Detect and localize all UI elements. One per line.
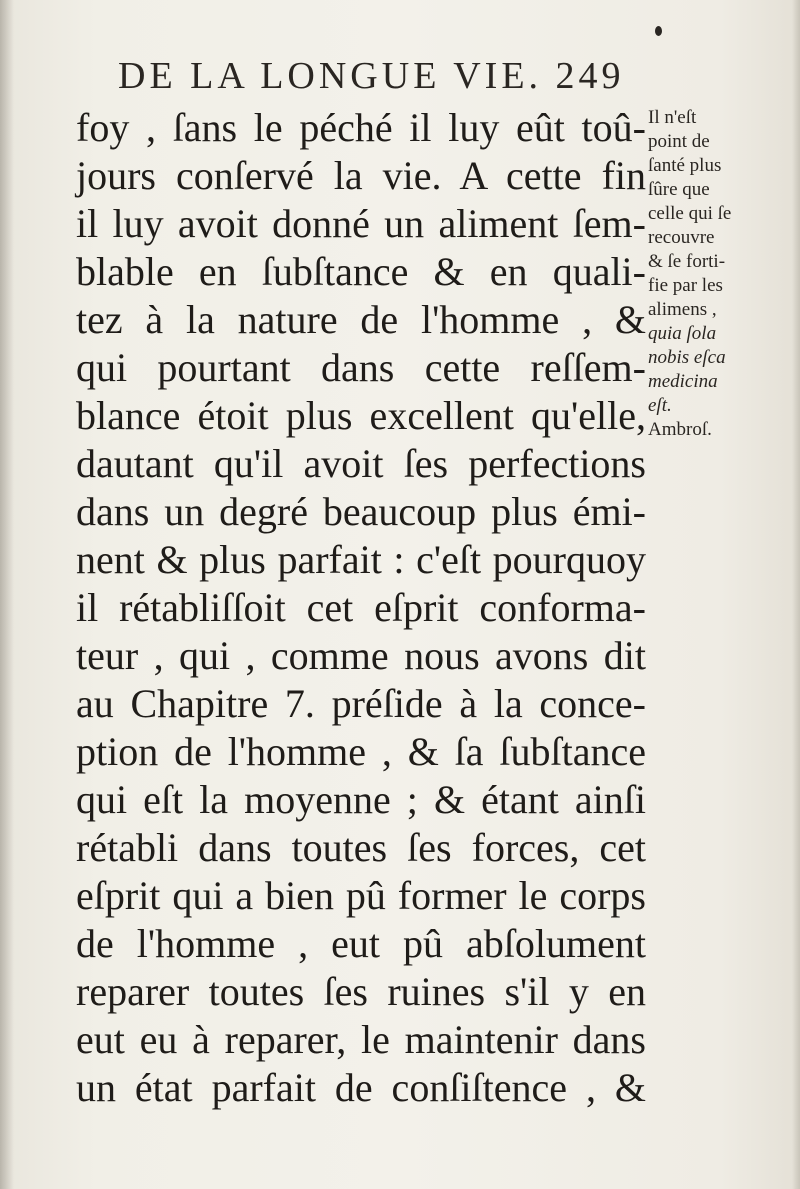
margin-line-latin: quia ſola	[648, 323, 717, 344]
text-line: reparer toutes ſes ruines s'il y en	[76, 969, 646, 1014]
margin-line: & ſe forti-	[648, 251, 726, 272]
text-line: blable en ſubſtance & en quali-	[76, 249, 646, 294]
text-line: foy , ſans le péché il luy eût toû-	[76, 105, 646, 150]
margin-line: ſanté plus	[648, 155, 722, 176]
text-line: dans un degré beaucoup plus émi-	[76, 489, 646, 534]
gutter-shadow	[0, 0, 14, 1189]
text-line: eut eu à reparer, le maintenir dans	[76, 1017, 646, 1062]
text-line: il rétabliſſoit cet eſprit conforma-	[76, 585, 646, 630]
text-line: rétabli dans toutes ſes forces, cet	[76, 825, 646, 870]
text-line: de l'homme , eut pû abſolument	[76, 921, 646, 966]
text-line: il luy avoit donné un aliment ſem-	[76, 201, 646, 246]
text-line: eſprit qui a bien pû former le corps	[76, 873, 646, 918]
margin-line: fie par les	[648, 275, 723, 296]
text-line: ption de l'homme , & ſa ſubſtance	[76, 729, 646, 774]
margin-line: celle qui ſe	[648, 203, 732, 224]
text-line: qui eſt la moyenne ; & étant ainſi	[76, 777, 646, 822]
margin-line: recouvre	[648, 227, 715, 248]
margin-line: ſûre que	[648, 179, 710, 200]
main-text-block	[76, 104, 646, 1112]
ink-spot	[655, 26, 662, 36]
margin-note	[648, 106, 760, 442]
margin-line-latin: nobis eſca	[648, 347, 726, 368]
text-line: tez à la nature de l'homme , &	[76, 297, 646, 342]
margin-line: Il n'eſt	[648, 107, 697, 128]
margin-line: alimens ,	[648, 299, 717, 320]
text-line: jours conſervé la vie. A cette fin	[76, 153, 646, 198]
page-edge	[792, 0, 800, 1189]
text-line: au Chapitre 7. préſide à la conce-	[76, 681, 646, 726]
text-line: teur , qui , comme nous avons dit	[76, 633, 646, 678]
margin-line: point de	[648, 131, 710, 152]
margin-line-latin: eſt.	[648, 395, 672, 416]
text-line: blance étoit plus excellent qu'elle,	[76, 393, 646, 438]
margin-line-latin: medicina	[648, 371, 718, 392]
text-line: dautant qu'il avoit ſes perfections	[76, 441, 646, 486]
text-line: un état parfait de conſiſtence , &	[76, 1065, 646, 1110]
text-line: qui pourtant dans cette reſſem-	[76, 345, 646, 390]
text-line: nent & plus parfait : c'eſt pourquoy	[76, 537, 646, 582]
running-head: DE LA LONGUE VIE. 249	[118, 55, 625, 97]
margin-line-source: Ambroſ.	[648, 419, 712, 440]
